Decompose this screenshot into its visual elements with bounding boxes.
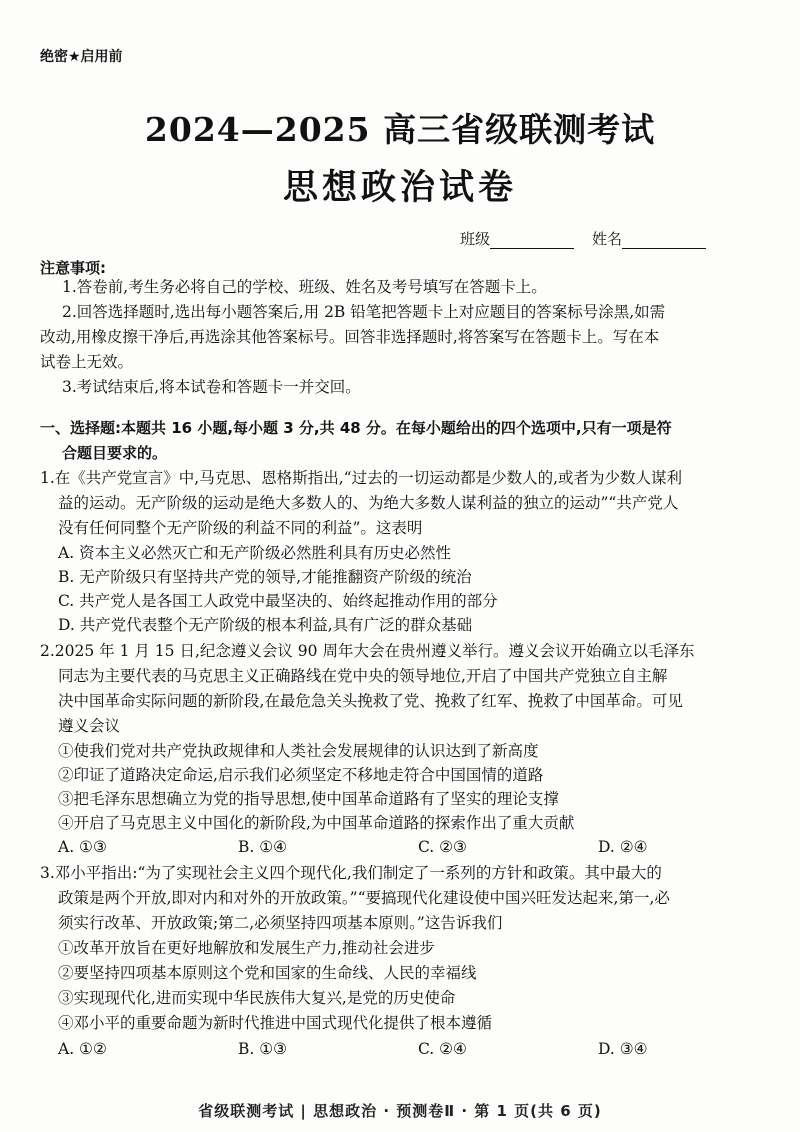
notice-line: 3.考试结束后,将本试卷和答题卡一并交回。 (62, 378, 361, 396)
notice-heading: 注意事项: (40, 259, 106, 277)
q3-statement-2: ②要坚持四项基本原则这个党和国家的生命线、人民的幸福线 (58, 964, 477, 982)
name-label: 姓名 (592, 230, 623, 248)
q3-statement-1: ①改革开放旨在更好地解放和发展生产力,推动社会进步 (58, 939, 435, 957)
confidential-mark: 绝密★启用前 (40, 49, 123, 65)
q3-choices (58, 1038, 758, 1060)
notice-line: 2.回答选择题时,选出每小题答案后,用 2B 铅笔把答题卡上对应题目的答案标号涂黑,如需 (62, 303, 666, 321)
q1-stem: 益的运动。无产阶级的运动是绝大多数人的、为绝大多数人谋利益的独立的运动”“共产党人 (58, 494, 679, 512)
section-heading-cont: 合题目要求的。 (62, 444, 168, 462)
notice-line: 改动,用橡皮擦干净后,再选涂其他答案标号。回答非选择题时,将答案写在答题卡上。写在本 (40, 328, 660, 346)
class-blank (490, 234, 574, 249)
q3-stem: 政策是两个开放,即对内和对外的开放政策。”“要搞现代化建设使中国兴旺发达起来,第一,必 (58, 889, 670, 907)
q2-stem: 决中国革命实际问题的新阶段,在最危急关头挽救了党、挽救了红军、挽救了中国革命。可见 (58, 692, 683, 710)
q3-choice-b: B. ①③ (238, 1040, 288, 1058)
q1-option-c: C. 共产党人是各国工人政党中最坚决的、始终起推动作用的部分 (58, 592, 498, 610)
q3-choice-a: A. ①② (58, 1040, 107, 1058)
q2-statement-2: ②印证了道路决定命运,启示我们必须坚定不移地走符合中国国情的道路 (58, 766, 544, 784)
q2-stem: 同志为主要代表的马克思主义正确路线在党中央的领导地位,开启了中国共产党独立自主解 (58, 667, 668, 685)
q1-stem: 1.在《共产党宣言》中,马克思、恩格斯指出,“过去的一切运动都是少数人的,或者为少数人谋利 (40, 469, 682, 487)
q3-statement-4: ④邓小平的重要命题为新时代推进中国式现代化提供了根本遵循 (58, 1014, 493, 1032)
q3-statement-3: ③实现现代化,进而实现中华民族伟大复兴,是党的历史使命 (58, 989, 456, 1007)
section-heading: 一、选择题:本题共 16 小题,每小题 3 分,共 48 分。在每小题给出的四个选项中,只有一项是符 (40, 419, 672, 437)
q2-choice-d: D. ②④ (598, 838, 648, 856)
student-info-fields (460, 228, 706, 249)
page-footer: 省级联测考试 | 思想政治 · 预测卷Ⅱ · 第 1 页(共 6 页) (198, 1102, 602, 1120)
q3-stem: 3.邓小平指出:“为了实现社会主义四个现代化,我们制定了一系列的方针和政策。其中最大的 (40, 864, 662, 882)
q2-stem: 遵义会议 (58, 717, 121, 735)
q2-stem: 2.2025 年 1 月 15 日,纪念遵义会议 90 周年大会在贵州遵义举行。遵义会议开始确立以毛泽东 (40, 642, 695, 660)
q2-statement-4: ④开启了马克思主义中国化的新阶段,为中国革命道路的探索作出了重大贡献 (58, 814, 575, 832)
class-label: 班级 (460, 230, 491, 248)
q2-choice-a: A. ①③ (58, 838, 107, 856)
q3-choice-c: C. ②④ (418, 1040, 467, 1058)
notice-line: 试卷上无效。 (40, 353, 134, 371)
q3-choice-d: D. ③④ (598, 1040, 648, 1058)
q2-statement-3: ③把毛泽东思想确立为党的指导思想,使中国革命道路有了坚实的理论支撑 (58, 790, 559, 808)
exam-subject-title: 思想政治试卷 (282, 168, 517, 208)
q2-choice-c: C. ②③ (418, 838, 467, 856)
q1-option-a: A. 资本主义必然灭亡和无产阶级必然胜利具有历史必然性 (58, 544, 452, 562)
q2-statement-1: ①使我们党对共产党执政规律和人类社会发展规律的认识达到了新高度 (58, 742, 539, 760)
q2-choice-b: B. ①④ (238, 838, 288, 856)
exam-title: 2024—2025 高三省级联测考试 (144, 110, 656, 149)
q3-stem: 须实行改革、开放政策;第二,必须坚持四项基本原则。”这告诉我们 (58, 914, 503, 932)
q2-choices (58, 836, 758, 858)
q1-option-b: B. 无产阶级只有坚持共产党的领导,才能推翻资产阶级的统治 (58, 568, 472, 586)
q1-option-d: D. 共产党代表整个无产阶级的根本利益,具有广泛的群众基础 (58, 616, 473, 634)
q1-stem: 没有任何同整个无产阶级的利益不同的利益”。这表明 (58, 519, 423, 537)
name-blank (622, 234, 706, 249)
notice-line: 1.答卷前,考生务必将自己的学校、班级、姓名及考号填写在答题卡上。 (62, 278, 547, 296)
